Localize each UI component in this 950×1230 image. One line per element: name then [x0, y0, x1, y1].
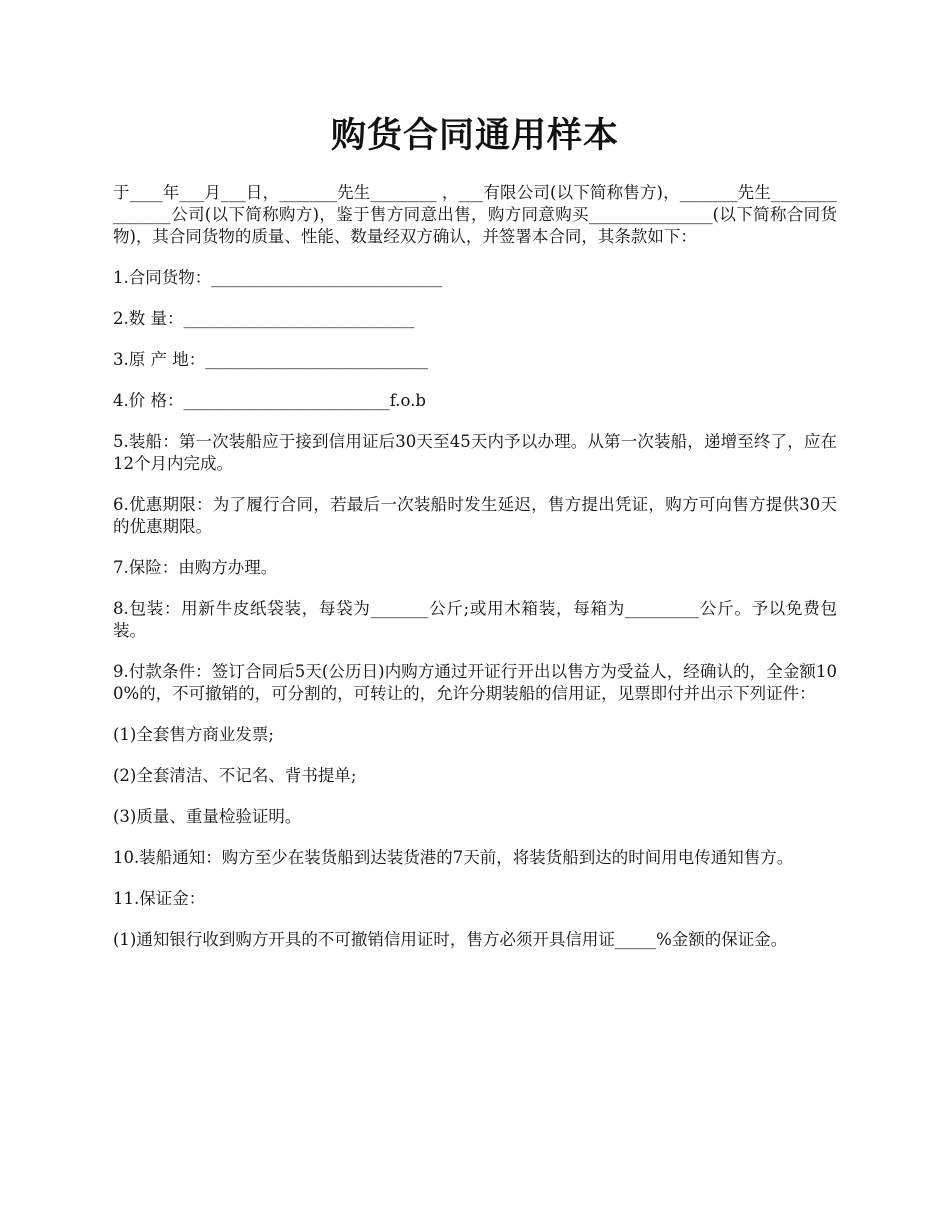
clause-payment: 9.付款条件：签订合同后5天(公历日)内购方通过开证行开出以售方为受益人，经确认的，全金额100%的，不可撤销的，可分割的，可转让的，允许分期装船的信用证，见票即付并出示下列证件：	[113, 662, 837, 703]
clause-origin: 3.原 产 地：___________________________	[113, 350, 428, 369]
clause-shipment: 5.装船：第一次装船应于接到信用证后30天至45天内予以办理。从第一次装船，递增至终了，应在12个月内完成。	[113, 432, 837, 473]
clause-contract-goods: 1.合同货物：____________________________	[113, 268, 443, 287]
list-item-deposit-rule: (1)通知银行收到购方开具的不可撤销信用证时，售方必须开具信用证_____%金额的保证金。	[113, 930, 788, 949]
list-item-bill-of-lading: (2)全套清洁、不记名、背书提单;	[113, 766, 357, 785]
document-page	[113, 110, 837, 970]
clause-shipping-notice: 10.装船通知：购方至少在装货船到达装货港的7天前，将装货船到达的时间用电传通知售方。	[113, 848, 794, 867]
clause-packing: 8.包装：用新牛皮纸袋装，每袋为_______公斤;或用木箱装，每箱为_________公斤。予以免费包装。	[113, 599, 837, 640]
list-item-invoice: (1)全套售方商业发票;	[113, 725, 274, 744]
list-item-inspection-certificate: (3)质量、重量检验证明。	[113, 807, 302, 826]
document-title: 购货合同通用样本	[330, 116, 619, 156]
clause-deposit: 11.保证金：	[113, 889, 206, 908]
clause-quantity: 2.数 量：____________________________	[113, 309, 415, 328]
paragraph-preamble: 于____年___月___日，_______先生________ ，___有限公司(以下简称售方)，_______先生_______________公司(以下简称购方)，鉴于售方同意出售，购方同意购买_______________(以下简称合同货物)，其合同货物的质量、性能、数量经双方确认，并签署本合同，其条款如下：	[113, 183, 837, 246]
clause-grace-period: 6.优惠期限：为了履行合同，若最后一次装船时发生延迟，售方提出凭证，购方可向售方提供30天的优惠期限。	[113, 495, 837, 536]
clause-insurance: 7.保险：由购方办理。	[113, 558, 278, 577]
clause-price: 4.价 格：_________________________f.o.b	[113, 391, 426, 410]
